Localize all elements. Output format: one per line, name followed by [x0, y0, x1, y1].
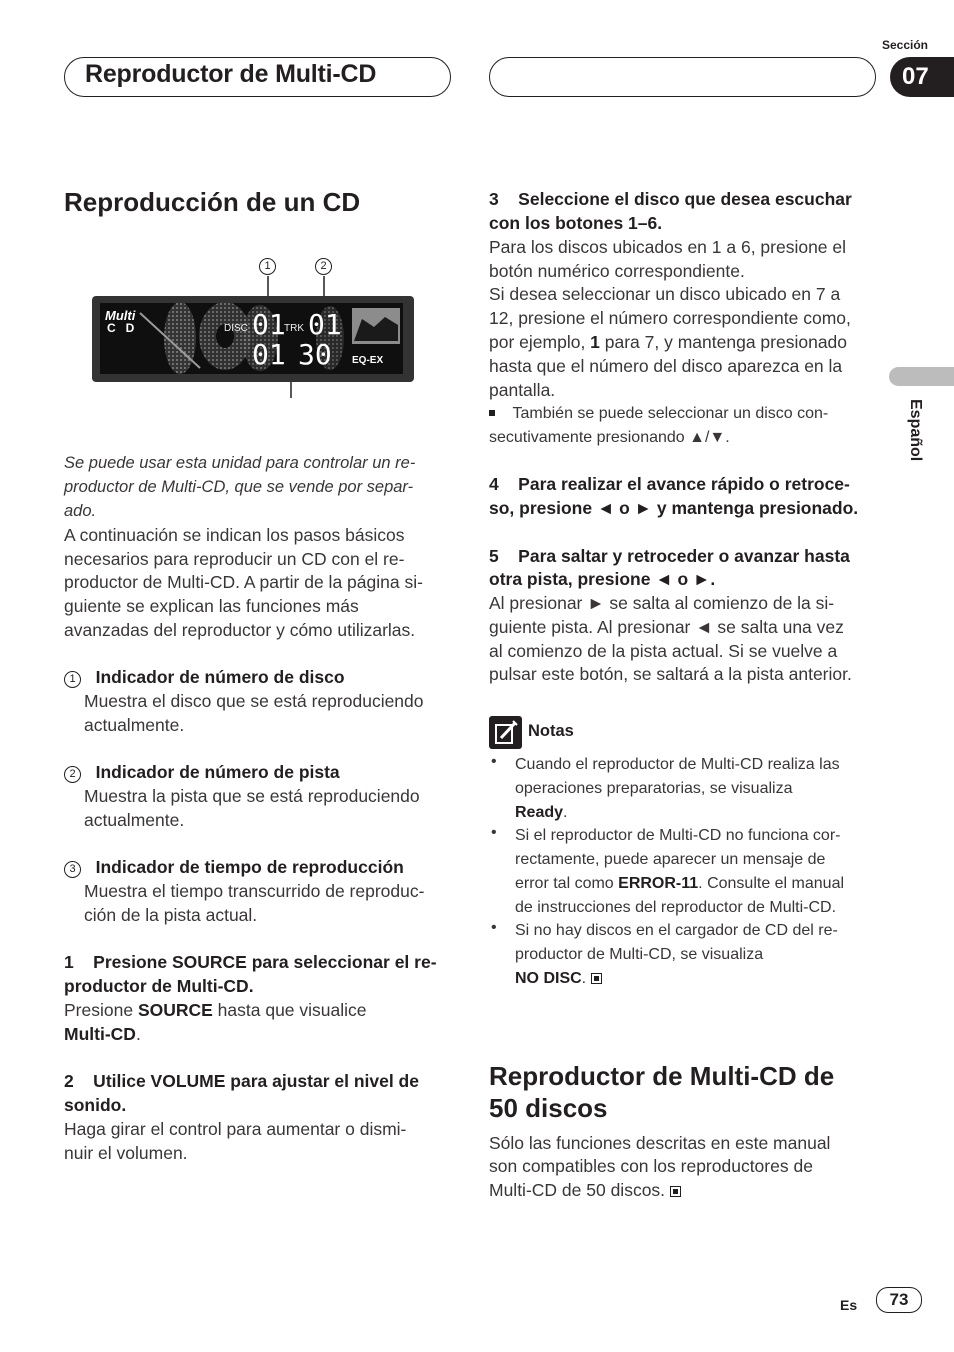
section-heading: Reproducción de un CD [64, 187, 361, 217]
item-3-desc-1: Muestra el tiempo transcurrido de reproduc- [84, 881, 425, 901]
language-tab [889, 367, 954, 386]
intro-line-3: productor de Multi-CD. A partir de la página si- [64, 572, 423, 592]
time-seconds: 30 [298, 338, 332, 371]
step-1-title-1: 1 Presione SOURCE para seleccionar el re- [64, 952, 437, 972]
step-1-text-1c: hasta que visualice [212, 1000, 367, 1020]
step-2-text-2: nuir el volumen. [64, 1143, 188, 1163]
footer-language: Es [840, 1297, 858, 1313]
fifty-text-3 [489, 1179, 681, 1203]
note-2-line-3 [515, 872, 844, 896]
section-heading-50-line-2: 50 discos [489, 1093, 608, 1123]
item-1-title [64, 666, 345, 690]
note-1-line-2: operaciones preparatorias, se visualiza [515, 780, 793, 797]
step-4-title-1: 4 Para realizar el avance rápido o retroce- [489, 474, 850, 494]
callout-1: 1 [259, 258, 276, 275]
step-5-title-2: otra pista, presione ◄ o ►. [489, 569, 716, 589]
note-3-line-3c: . [581, 970, 591, 987]
note-2-line-3c: . Consulte el manual [698, 875, 845, 892]
intro-line-2: necesarios para reproducir un CD con el re- [64, 549, 405, 569]
item-2-desc-1: Muestra la pista que se está reproduciendo [84, 786, 420, 806]
ready-keyword: Ready [515, 804, 564, 821]
step-1-text-2b: . [135, 1024, 141, 1044]
note-3-bullet: • [491, 919, 497, 936]
step-3-tip-1-text: También se puede seleccionar un disco con- [512, 405, 829, 422]
step-2-text-1: Haga girar el control para aumentar o dismi- [64, 1119, 407, 1139]
header-title-pill [64, 57, 451, 97]
note-1-bullet: • [491, 753, 497, 770]
step-5-text-2: guiente pista. Al presionar ◄ se salta una vez [489, 617, 844, 637]
no-disc-keyword: NO DISC [515, 970, 582, 987]
step-3-text-4: 12, presione el número correspondiente como, [489, 308, 851, 328]
step-3-text-1: Para los discos ubicados en 1 a 6, presione el [489, 237, 847, 257]
item-2-title-text: Indicador de número de pista [95, 762, 340, 782]
intro-italic-1: Se puede usar esta unidad para controlar un re- [64, 454, 416, 472]
source-keyword: SOURCE [137, 1000, 213, 1020]
disc-number-indicator: 01 [252, 308, 286, 341]
note-2-line-1: Si el reproductor de Multi-CD no funciona cor- [515, 827, 841, 844]
note-1-line-1: Cuando el reproductor de Multi-CD realiza las [515, 756, 840, 773]
end-mark-icon-2 [670, 1186, 681, 1197]
note-3-line-3 [515, 967, 602, 991]
step-1-text-1 [64, 999, 367, 1023]
step-3-text-6: hasta que el número del disco aparezca en la [489, 356, 843, 376]
step-3-text-3: Si desea seleccionar un disco ubicado en 7 a [489, 284, 841, 304]
lcd-logo-top: Multi [105, 308, 136, 323]
step-5-text-3: al comienzo de la pista actual. Si se vuelve a [489, 641, 838, 661]
step-3-text-5 [489, 331, 847, 355]
lcd-trk-label: TRK [284, 323, 304, 334]
item-3-title-text: Indicador de tiempo de reproducción [95, 857, 404, 877]
item-2-number: 2 [64, 766, 81, 783]
item-3-title [64, 856, 404, 880]
step-2-title-2: sonido. [64, 1095, 127, 1115]
step-1-text-2 [64, 1023, 141, 1047]
note-1-line-3c: . [563, 804, 568, 821]
step-1-text-1a: Presione [64, 1000, 138, 1020]
item-1-number: 1 [64, 671, 81, 688]
item-1-desc-2: actualmente. [84, 715, 185, 735]
multicd-keyword: Multi-CD [64, 1024, 136, 1044]
note-3-line-1: Si no hay discos en el cargador de CD del re- [515, 922, 838, 939]
section-heading-50: Reproductor de Multi-CD de [489, 1061, 835, 1091]
section-number-badge: 07 [890, 57, 954, 97]
end-mark-icon [591, 973, 602, 984]
lcd-disc-label: DISC [224, 323, 248, 334]
step-3-text-5c: para 7, y mantenga presionado [599, 332, 848, 352]
note-2-bullet: • [491, 824, 497, 841]
notes-pencil-icon [489, 716, 522, 749]
intro-italic-3: ado. [64, 502, 97, 520]
time-minutes: 01 [252, 338, 286, 371]
note-2-line-2: rectamente, puede aparecer un mensaje de [515, 851, 826, 868]
intro-line-4: guiente se explican las funciones más [64, 596, 359, 616]
language-label: Español [907, 399, 924, 462]
step-1-title-2: productor de Multi-CD. [64, 976, 254, 996]
step-5-text-4: pulsar este botón, se saltará a la pista anterior. [489, 664, 852, 684]
step-4-title-2: so, presione ◄ o ► y mantenga presionado. [489, 498, 859, 518]
step-3-text-5a: por ejemplo, [489, 332, 591, 352]
note-1-line-3 [515, 801, 567, 825]
fifty-text-2: son compatibles con los reproductores de [489, 1156, 813, 1176]
step-3-text-2: botón numérico correspondiente. [489, 261, 745, 281]
step-5-title-1: 5 Para saltar y retroceder o avanzar hasta [489, 546, 850, 566]
note-3-line-2: productor de Multi-CD, se visualiza [515, 946, 764, 963]
track-number-indicator: 01 [308, 308, 342, 341]
step-3-tip-1 [489, 402, 828, 426]
lcd-eq-label: EQ-EX [352, 355, 384, 366]
item-2-desc-2: actualmente. [84, 810, 185, 830]
callout-2: 2 [315, 258, 332, 275]
lcd-logo-bottom: C D [107, 321, 135, 335]
step-3-title-2: con los botones 1–6. [489, 213, 663, 233]
page-number: 73 [876, 1287, 922, 1313]
notes-title: Notas [528, 722, 574, 740]
lcd-figure [92, 255, 416, 425]
intro-line-1: A continuación se indican los pasos básicos [64, 525, 405, 545]
lcd-screen [100, 303, 403, 374]
step-2-title-1: 2 Utilice VOLUME para ajustar el nivel de [64, 1071, 419, 1091]
fifty-text-3a: Multi-CD de 50 discos. [489, 1180, 670, 1200]
button-1-keyword: 1 [590, 332, 600, 352]
error-keyword: ERROR-11 [618, 875, 699, 892]
fifty-text-1: Sólo las funciones descritas en este manual [489, 1133, 831, 1153]
section-label: Sección [881, 38, 928, 52]
item-3-desc-2: ción de la pista actual. [84, 905, 258, 925]
step-3-title-1: 3 Seleccione el disco que desea escuchar [489, 189, 852, 209]
item-3-number: 3 [64, 861, 81, 878]
lcd-display [92, 296, 414, 382]
step-5-text-1: Al presionar ► se salta al comienzo de la si- [489, 593, 835, 613]
item-1-title-text: Indicador de número de disco [95, 667, 345, 687]
item-1-desc-1: Muestra el disco que se está reproduciendo [84, 691, 424, 711]
intro-line-5: avanzadas del reproductor y cómo utilizarlas. [64, 620, 416, 640]
intro-italic-2: productor de Multi-CD, que se vende por separ- [64, 478, 414, 496]
header-blank-pill [489, 57, 876, 97]
step-3-tip-2: secutivamente presionando ▲/▼. [489, 429, 730, 446]
header-title: Reproductor de Multi-CD [85, 60, 377, 88]
note-2-line-3a: error tal como [515, 875, 619, 892]
tip-bullet-icon [489, 410, 495, 416]
step-3-text-7: pantalla. [489, 380, 556, 400]
note-2-line-4: de instrucciones del reproductor de Multi-CD. [515, 899, 837, 916]
item-2-title [64, 761, 340, 785]
